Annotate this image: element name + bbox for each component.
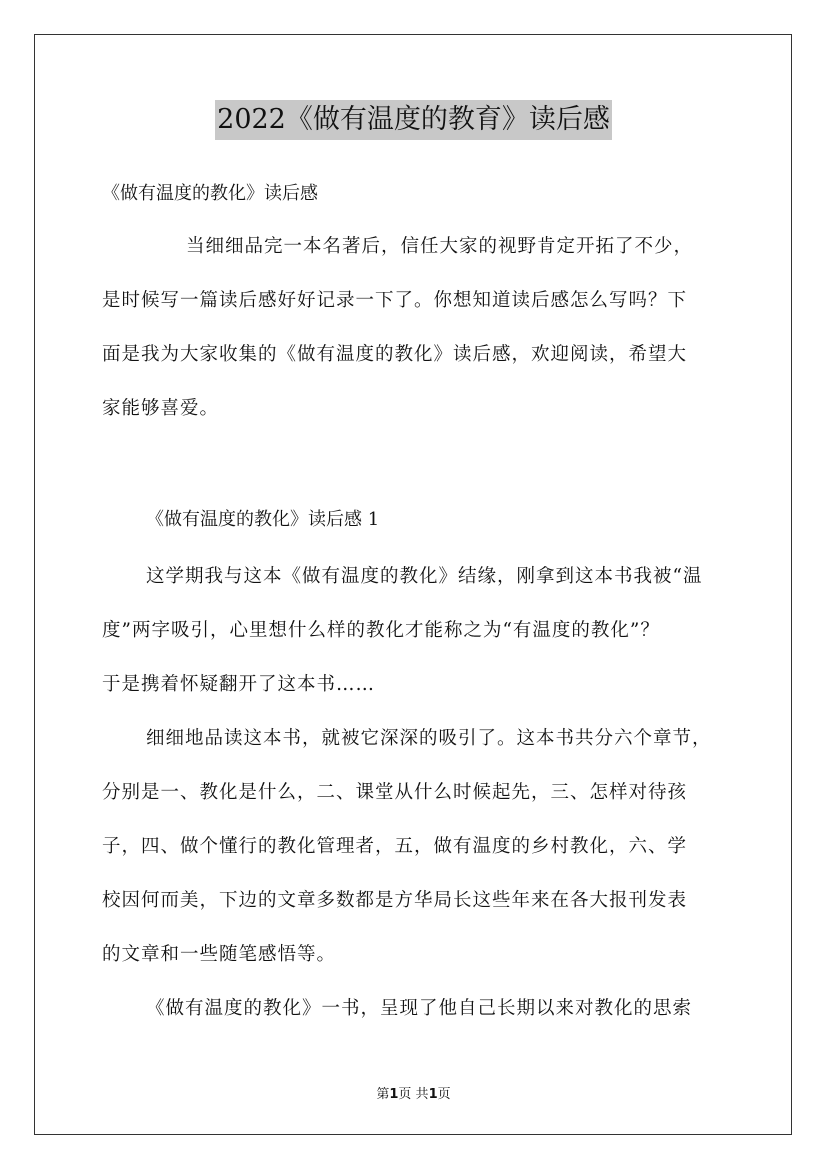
text-line: 校因何而美，下边的文章多数都是方华局长这些年来在各大报刊发表 xyxy=(102,890,688,911)
text-line: 是时候写一篇读后感好好记录一下了。你想知道读后感怎么写吗？下 xyxy=(102,290,688,311)
text-line: 《做有温度的教化》一书，呈现了他自己长期以来对教化的思索 xyxy=(146,998,693,1019)
text-line: 的文章和一些随笔感悟等。 xyxy=(102,944,337,965)
title-container xyxy=(0,100,827,140)
text-line: 当细细品完一本名著后，信任大家的视野肯定开拓了不少， xyxy=(186,236,694,257)
text-line: 面是我为大家收集的《做有温度的教化》读后感，欢迎阅读，希望大 xyxy=(102,344,688,365)
text-line: 子，四、做个懂行的教化管理者，五，做有温度的乡村教化，六、学 xyxy=(102,836,688,857)
paragraph-3 xyxy=(102,712,742,982)
text-line: 度”两字吸引，心里想什么样的教化才能称之为“有温度的教化”？ xyxy=(102,620,660,641)
intro-paragraph xyxy=(102,220,742,436)
text-line: 这学期我与这本《做有温度的教化》结缘，刚拿到这本书我被“温 xyxy=(146,566,703,587)
text-line: 分别是一、教化是什么，二、课堂从什么时候起先，三、怎样对待孩 xyxy=(102,782,688,803)
page-footer xyxy=(0,1083,827,1102)
footer-mid: 页 共 xyxy=(398,1087,429,1102)
footer-current-page: 1 xyxy=(389,1087,399,1102)
document-subtitle: 《做有温度的教化》读后感 xyxy=(102,183,318,204)
section-heading: 《做有温度的教化》读后感 1 xyxy=(146,509,380,530)
paragraph-2 xyxy=(102,550,742,712)
footer-suffix: 页 xyxy=(437,1087,451,1102)
text-line: 于是携着怀疑翻开了这本书…… xyxy=(102,674,376,695)
text-line: 细细地品读这本书，就被它深深的吸引了。这本书共分六个章节， xyxy=(146,728,712,749)
footer-prefix: 第 xyxy=(376,1087,390,1102)
footer-total-pages: 1 xyxy=(428,1087,438,1102)
text-line: 家能够喜爱。 xyxy=(102,398,220,419)
document-title: 2022《做有温度的教育》读后感 xyxy=(215,100,612,140)
paragraph-4 xyxy=(102,982,742,1036)
